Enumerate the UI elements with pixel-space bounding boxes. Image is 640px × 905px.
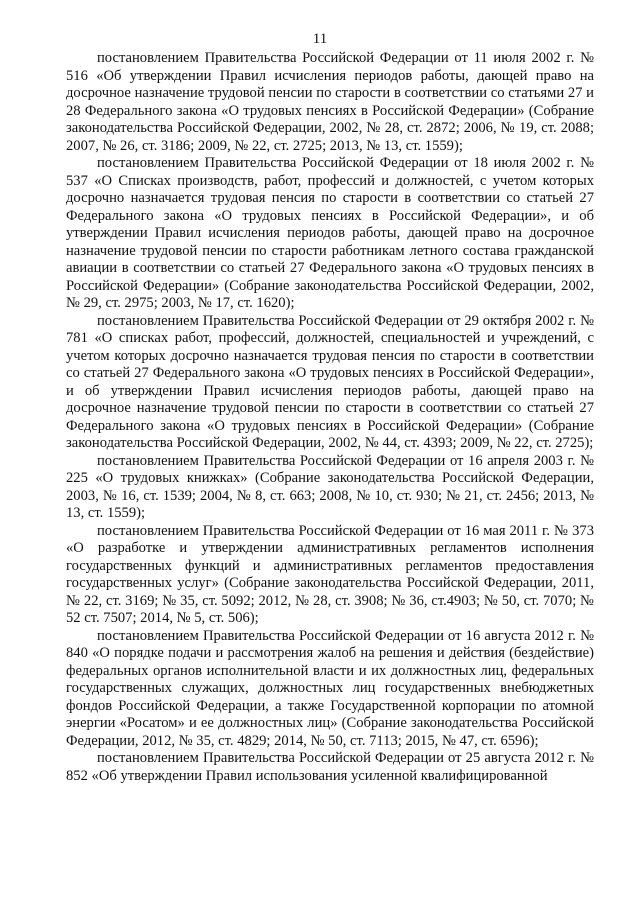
paragraph: постановлением Правительства Российской Федерации от 11 июля 2002 г. № 516 «Об утверждении Правил исчисления периодов работы, дающей право на досрочное назначение трудовой пенсии по старости в соответствии со статьями 27 и 28 Федерального закона «О трудовых пенсиях в Российской Федерации» (Собрание законодательства Российской Федерации, 2002, № 28, ст. 2872; 2006, № 19, ст. 2088; 2007, № 26, ст. 3186; 2009, № 22, ст. 2725; 2013, № 13, ст. 1559); bbox=[66, 50, 594, 154]
document-body bbox=[66, 50, 594, 785]
paragraph: постановлением Правительства Российской Федерации от 25 августа 2012 г. № 852 «Об утверждении Правил использования усиленной квалифицированной bbox=[66, 750, 594, 784]
paragraph: постановлением Правительства Российской Федерации от 29 октября 2002 г. № 781 «О списках работ, профессий, должностей, специальностей и учреждений, с учетом которых досрочно назначается трудовая пенсия по старости в соответствии со статьей 27 Федерального закона «О трудовых пенсиях в Российской Федерации», и об утверждении Правил исчисления периодов работы, дающей право на досрочное назначение трудовой пенсии по старости в соответствии со статьей 27 Федерального закона «О трудовых пенсиях в Российской Федерации» (Собрание законодательства Российской Федерации, 2002, № 44, ст. 4393; 2009, № 22, ст. 2725); bbox=[66, 312, 594, 451]
paragraph: постановлением Правительства Российской Федерации от 16 августа 2012 г. № 840 «О порядке подачи и рассмотрения жалоб на решения и действия (бездействие) федеральных органов исполнительной власти и их должностных лиц, федеральных государственных служащих, должностных лиц государственных внебюджетных фондов Российской Федерации, а также Государственной корпорации по атомной энергии «Росатом» и ее должностных лиц» (Собрание законодательства Российской Федерации, 2012, № 35, ст. 4829; 2014, № 50, ст. 7113; 2015, № 47, ст. 6596); bbox=[66, 627, 594, 749]
page-number: 11 bbox=[312, 31, 328, 47]
paragraph: постановлением Правительства Российской Федерации от 16 апреля 2003 г. № 225 «О трудовых книжках» (Собрание законодательства Российской Федерации, 2003, № 16, ст. 1539; 2004, № 8, ст. 663; 2008, № 10, ст. 930; № 21, ст. 2456; 2013, № 13, ст. 1559); bbox=[66, 452, 594, 521]
paragraph: постановлением Правительства Российской Федерации от 18 июля 2002 г. № 537 «О Списках производств, работ, профессий и должностей, с учетом которых досрочно назначается трудовая пенсия по старости в соответствии со статьей 27 Федерального закона «О трудовых пенсиях в Российской Федерации», и об утверждении Правил исчисления периодов работы, дающей право на досрочное назначение трудовой пенсии по старости работникам летного состава гражданской авиации в соответствии со статьей 27 Федерального закона «О трудовых пенсиях в Российской Федерации» (Собрание законодательства Российской Федерации, 2002, № 29, ст. 2975; 2003, № 17, ст. 1620); bbox=[66, 155, 594, 311]
paragraph: постановлением Правительства Российской Федерации от 16 мая 2011 г. № 373 «О разработке и утверждении административных регламентов исполнения государственных функций и административных регламентов предоставления государственных услуг» (Собрание законодательства Российской Федерации, 2011, № 22, ст. 3169; № 35, ст. 5092; 2012, № 28, ст. 3908; № 36, ст.4903; № 50, ст. 7070; № 52 ст. 7507; 2014, № 5, ст. 506); bbox=[66, 522, 594, 626]
